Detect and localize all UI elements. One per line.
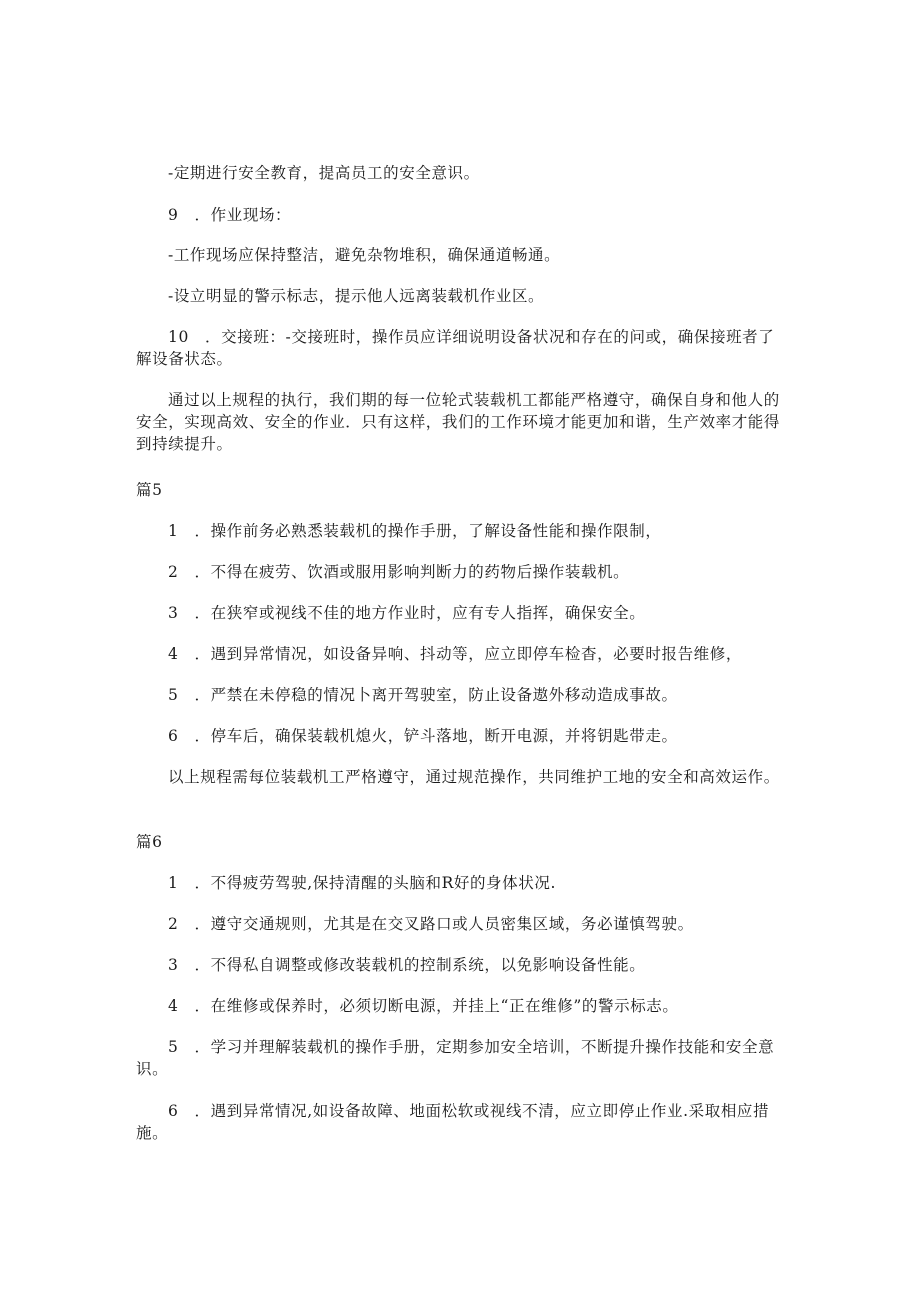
paragraph-safety-education: -定期进行安全教育，提高员工的安全意识。 <box>168 164 480 182</box>
section5-summary: 以上规程需每位装载机工严格遵守，通过规范操作，共同维护工地的安全和高效运作。 <box>168 768 780 786</box>
section5-item-1: 1 ．操作前务必熟悉装载机的操作手册，了解设备性能和操作限制， <box>168 522 662 540</box>
section5-item-5: 5 ．严禁在未停稳的情况卜离开驾驶室，防止设备遨外移动造成事故。 <box>168 686 678 704</box>
section5-item-6: 6 ．停车后，确保装载机熄火，铲斗落地，断开电源，并将钥匙带走。 <box>168 727 678 745</box>
section6-item-1: 1 ．不得疲劳驾驶,保持清醒的头脑和R好的身体状况. <box>168 874 556 892</box>
paragraph-worksite-clean: -工作现场应保持整洁，避免杂物堆积，确保通道畅通。 <box>168 246 561 264</box>
item-9-worksite: 9 ．作业现场： <box>168 206 292 224</box>
paragraph-warning-signs: -设立明显的警示标志，提示他人远离装载机作业区。 <box>168 287 545 305</box>
section5-item-2: 2 ．不得在疲劳、饮酒或服用影响判断力的药物后操作装载机。 <box>168 563 630 581</box>
section5-item-3: 3 ．在狭窄或视线不佳的地方作业时，应有专人指挥，确保安全。 <box>168 604 646 622</box>
section-title-5: 篇5 <box>136 481 163 499</box>
section5-item-4: 4 ．遇到异常情况，如设备异响、抖动等，应立即停车检杳，必要时报告维修， <box>168 645 742 663</box>
section6-item-6: 6 ．遇到异常情况,如设备故障、地面松软或视线不清，应立即停止作业.采取相应措施。 <box>136 1102 770 1142</box>
section6-item-4: 4 ．在维修或保养时，必须切断电源，并挂上“正在维修”的警示标志。 <box>168 997 679 1015</box>
paragraph-conclusion: 通过以上规程的执行，我们期的每一位轮式装载机工都能严格遵守，确保自身和他人的安全，实现高效、安全的作业．只有这样，我们的工作环境才能更加和谐，生产效率才能得到持续提升。 <box>136 391 781 453</box>
section6-item-2: 2 ．遵守交通规则，尤其是在交叉路口或人员密集区域，务必谨慎驾驶。 <box>168 915 694 933</box>
item-10-shift-handover: 10 ．交接班：-交接班时，操作员应详细说明设备状况和存在的问或，确保接班者了解设备状态。 <box>136 328 775 368</box>
section6-item-5: 5 ．学习并理解装载机的操作手册，定期参加安全培训，不断提升操作技能和安全意识。 <box>136 1038 775 1078</box>
section6-item-3: 3 ．不得私自调整或修改装载机的控制系统，以免影响设备性能。 <box>168 956 646 974</box>
section-title-6: 篇6 <box>136 833 163 851</box>
